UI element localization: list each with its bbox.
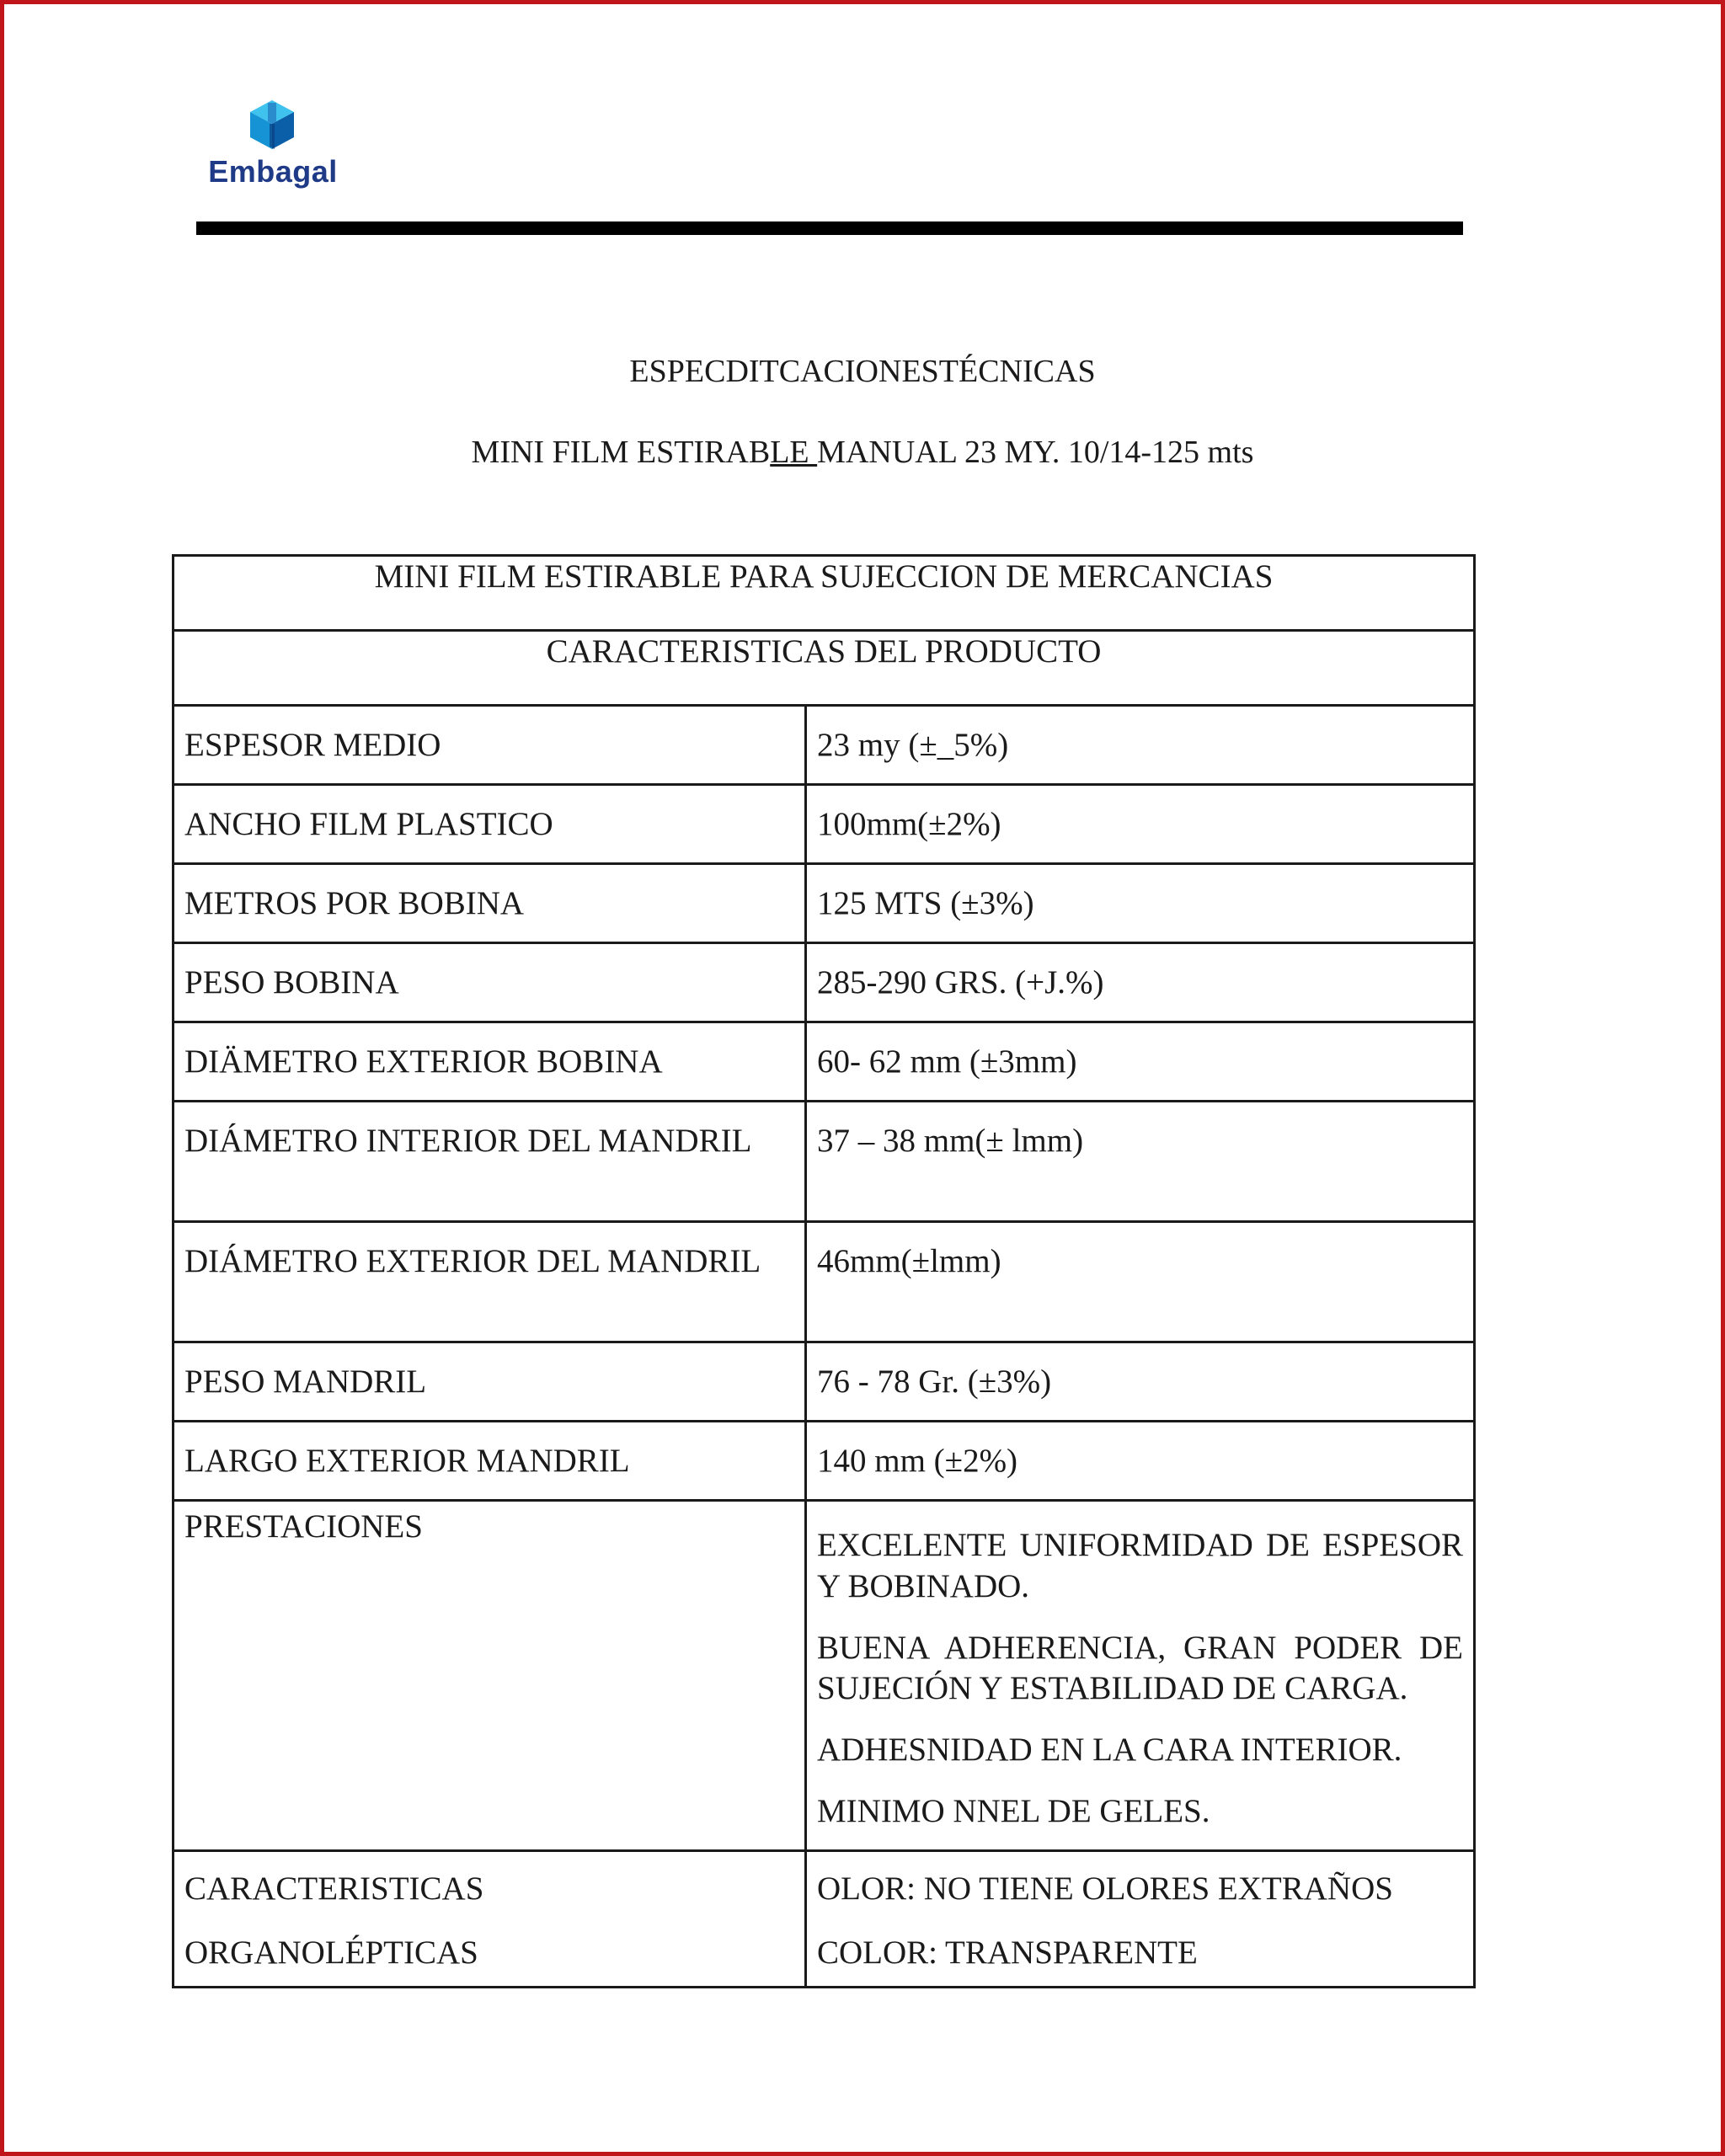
row-label: PRESTACIONES — [174, 1501, 806, 1851]
row-label: DIÄMETRO EXTERIOR BOBINA — [174, 1022, 806, 1102]
table-row — [174, 864, 1475, 943]
row-label: ESPESOR MEDIO — [174, 706, 806, 785]
list-item: MINIMO NNEL DE GELES. — [817, 1792, 1210, 1829]
row-value: 23 my (±_5%) — [806, 706, 1475, 785]
table-row — [174, 1342, 1475, 1422]
subtitle-part-2: LE — [770, 435, 818, 470]
row-label: PESO BOBINA — [174, 943, 806, 1022]
table-row — [174, 785, 1475, 864]
table-header-row — [174, 556, 1475, 631]
header-divider — [196, 221, 1463, 235]
table-row-organolepticas — [174, 1850, 1475, 1988]
list-item: BUENA ADHERENCIA, GRAN PODER DE SUJECIÓN Y ESTABILIDAD DE CARGA. — [817, 1629, 1463, 1707]
row-label: DIÁMETRO EXTERIOR DEL MANDRIL — [174, 1222, 806, 1342]
table-row — [174, 1022, 1475, 1102]
table-header-row — [174, 631, 1475, 706]
prestaciones-list — [817, 1525, 1463, 1833]
table-row-prestaciones — [174, 1501, 1475, 1851]
cube-logo-icon — [248, 99, 296, 151]
document-title: ESPECDITCACIONESTÉCNICAS — [629, 354, 1096, 389]
row-value: 60- 62 mm (±3mm) — [806, 1022, 1475, 1102]
table-row — [174, 1222, 1475, 1342]
table-row — [174, 706, 1475, 785]
row-value: 100mm(±2%) — [806, 785, 1475, 864]
company-logo — [203, 99, 343, 191]
row-label: ANCHO FILM PLASTICO — [174, 785, 806, 864]
row-value: 37 – 38 mm(± lmm) — [806, 1102, 1475, 1222]
table-header-sub: CARACTERISTICAS DEL PRODUCTO — [174, 631, 1475, 706]
row-value: 140 mm (±2%) — [806, 1422, 1475, 1501]
row-value — [806, 1501, 1475, 1851]
document-subtitle — [4, 434, 1721, 471]
row-value: 285-290 GRS. (+J.%) — [806, 943, 1475, 1022]
value-line: COLOR: TRANSPARENTE — [817, 1935, 1198, 1972]
table-row — [174, 943, 1475, 1022]
row-label — [174, 1850, 806, 1988]
row-label: METROS POR BOBINA — [174, 864, 806, 943]
label-line: ORGANOLÉPTICAS — [184, 1935, 478, 1972]
label-line: CARACTERISTICAS — [184, 1870, 484, 1907]
row-label: DIÁMETRO INTERIOR DEL MANDRIL — [174, 1102, 806, 1222]
row-value: 125 MTS (±3%) — [806, 864, 1475, 943]
row-value: 46mm(±lmm) — [806, 1222, 1475, 1342]
table-header-main: MINI FILM ESTIRABLE PARA SUJECCION DE MERCANCIAS — [174, 556, 1475, 631]
row-value: 76 - 78 Gr. (±3%) — [806, 1342, 1475, 1422]
row-label: LARGO EXTERIOR MANDRIL — [174, 1422, 806, 1501]
table-row — [174, 1422, 1475, 1501]
subtitle-part-1: MINI FILM ESTIRAB — [471, 435, 771, 470]
list-item: ADHESNIDAD EN LA CARA INTERIOR. — [817, 1732, 1402, 1768]
row-value — [806, 1850, 1475, 1988]
value-line: OLOR: NO TIENE OLORES EXTRAÑOS — [817, 1870, 1393, 1907]
table-row — [174, 1102, 1475, 1222]
row-label: PESO MANDRIL — [174, 1342, 806, 1422]
subtitle-part-3: MANUAL 23 MY. 10/14-125 mts — [817, 435, 1254, 470]
list-item: EXCELENTE UNIFORMIDAD DE ESPESOR Y BOBINADO. — [817, 1527, 1463, 1604]
spec-table — [172, 554, 1476, 1988]
logo-wordmark: Embagal — [208, 154, 338, 189]
